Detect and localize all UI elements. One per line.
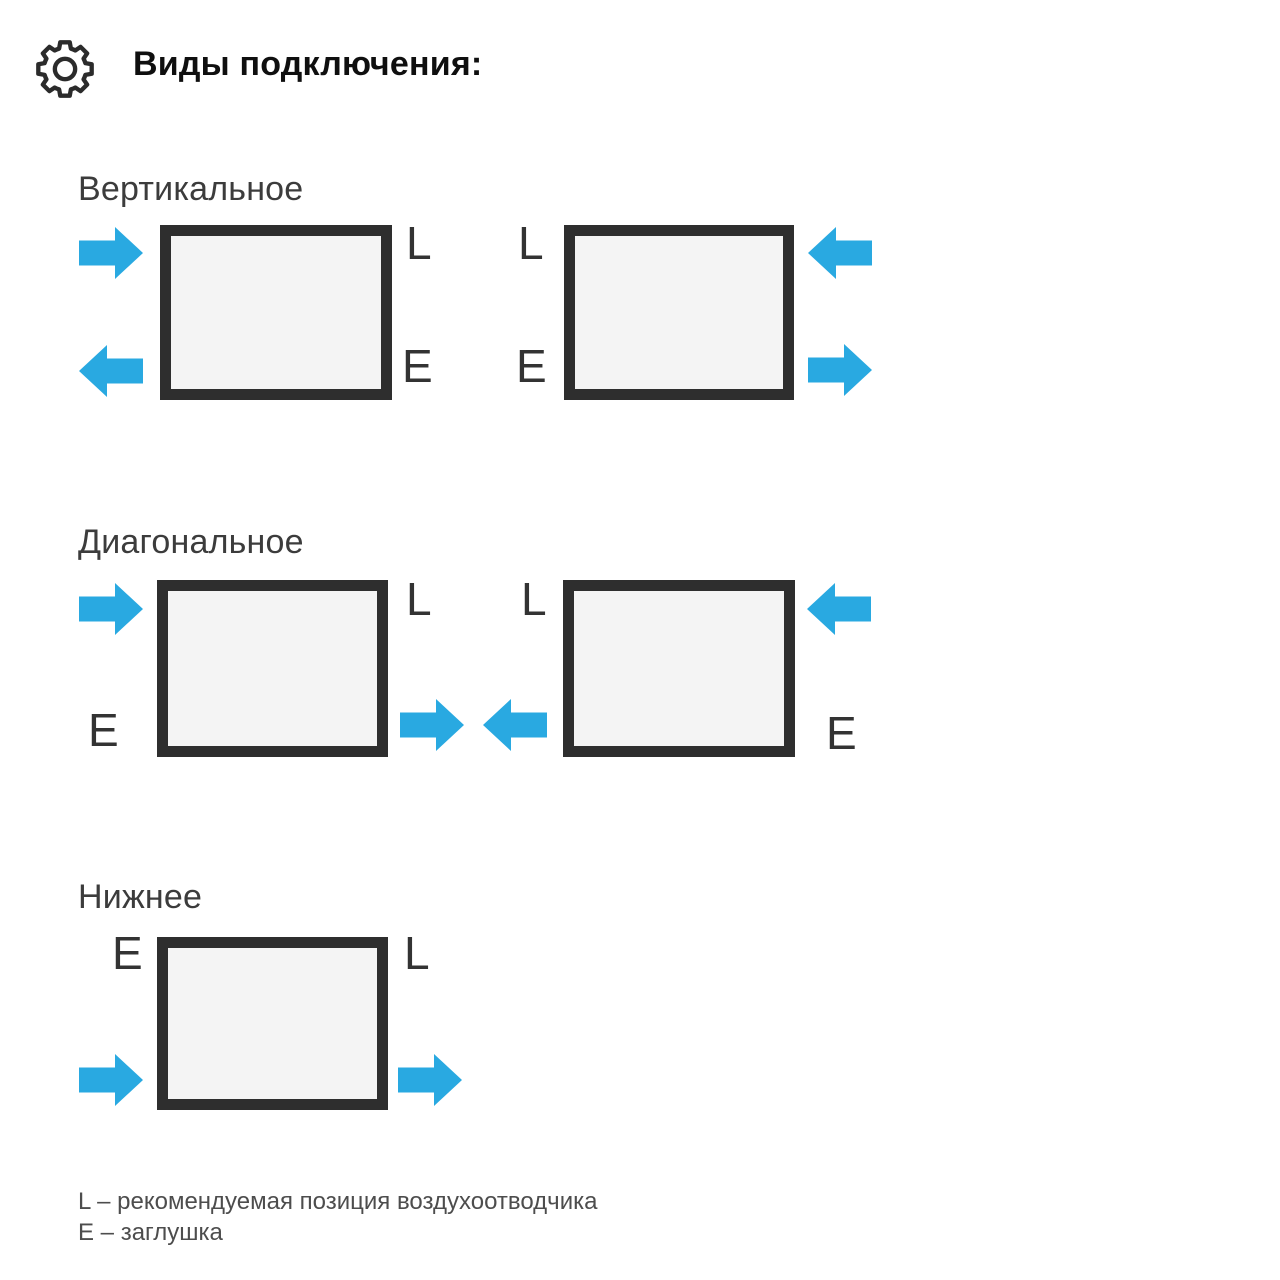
flow-arrow-left-icon (808, 227, 872, 279)
flow-arrow-left-icon (79, 345, 143, 397)
radiator-box (157, 580, 388, 757)
port-label-plug: E (402, 340, 433, 392)
radiator-box (563, 580, 795, 757)
port-label-air-vent: L (521, 573, 547, 625)
page-title: Виды подключения: (133, 45, 483, 83)
flow-arrow-right-icon (79, 583, 143, 635)
section-title-diagonal: Диагональное (78, 523, 304, 561)
flow-arrow-right-icon (79, 227, 143, 279)
flow-arrow-right-icon (400, 699, 464, 751)
port-label-air-vent: L (406, 573, 432, 625)
legend-line-plug: E – заглушка (78, 1219, 223, 1246)
section-title-vertical: Вертикальное (78, 170, 304, 208)
flow-arrow-right-icon (808, 344, 872, 396)
flow-arrow-right-icon (398, 1054, 462, 1106)
port-label-plug: E (112, 927, 143, 979)
port-label-plug: E (88, 704, 119, 756)
radiator-box (160, 225, 392, 400)
flow-arrow-right-icon (79, 1054, 143, 1106)
legend (78, 1186, 597, 1248)
gear-icon (36, 40, 94, 98)
port-label-air-vent: L (518, 217, 544, 269)
port-label-plug: E (516, 340, 547, 392)
port-label-air-vent: L (406, 217, 432, 269)
section-title-bottom: Нижнее (78, 878, 203, 916)
radiator-box (564, 225, 794, 400)
radiator-box (157, 937, 388, 1110)
flow-arrow-left-icon (807, 583, 871, 635)
flow-arrow-left-icon (483, 699, 547, 751)
port-label-plug: E (826, 707, 857, 759)
legend-line-air-vent: L – рекомендуемая позиция воздухоотводчика (78, 1188, 598, 1215)
port-label-air-vent: L (404, 927, 430, 979)
